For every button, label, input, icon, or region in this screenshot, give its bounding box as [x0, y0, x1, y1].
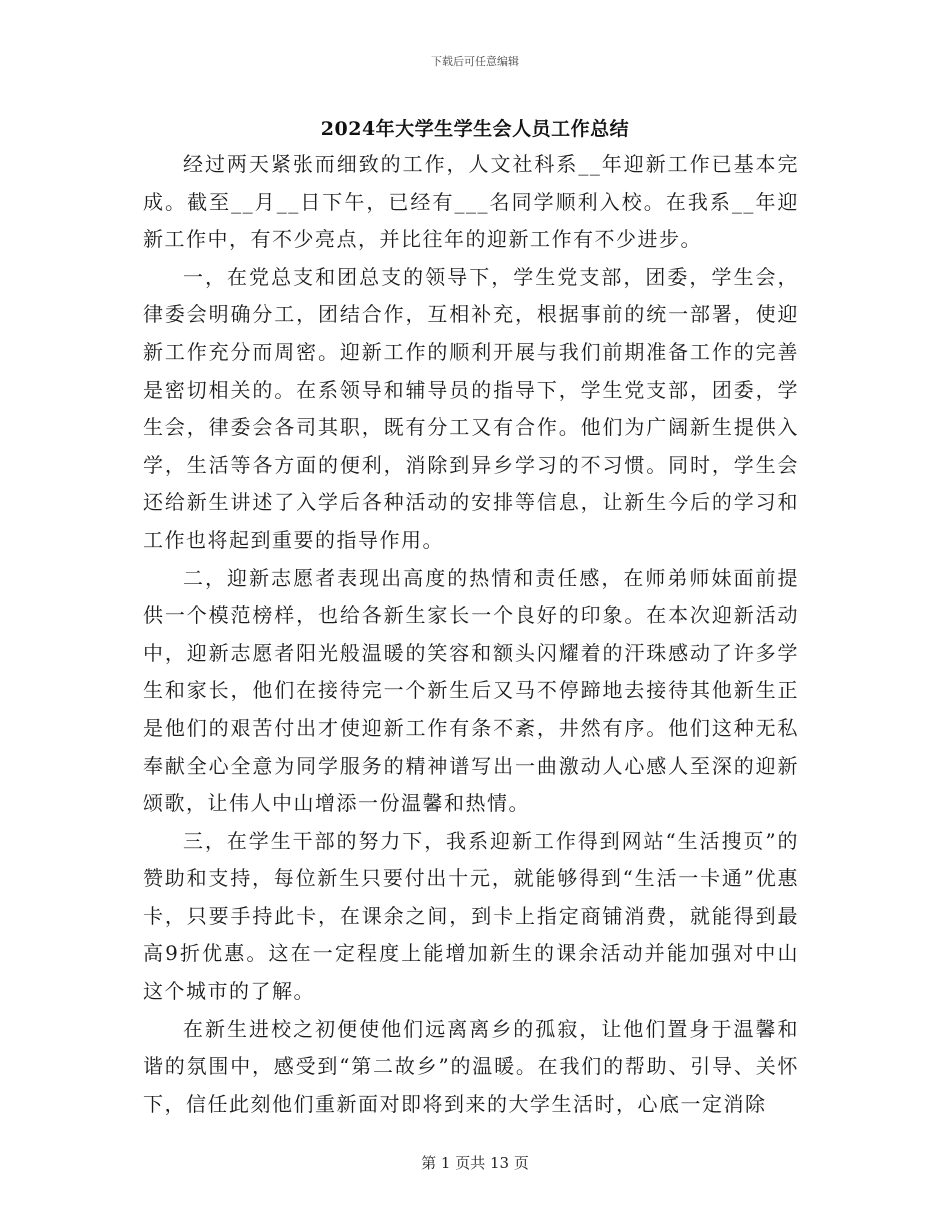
- document-title: 2024年大学生学生会人员工作总结: [320, 118, 630, 140]
- paragraph-closing: 在新生进校之初便使他们远离离乡的孤寂，让他们置身于温馨和谐的氛围中，感受到“第二故乡”的温暖。在我们的帮助、引导、关怀下，信任此刻他们重新面对即将到来的大学生活时，心底一定消除: [143, 1016, 799, 1116]
- paragraph-point-two: 二，迎新志愿者表现出高度的热情和责任感，在师弟师妹面前提供一个模范榜样，也给各新生家长一个良好的印象。在本次迎新活动中，迎新志愿者阳光般温暖的笑容和额头闪耀着的汗珠感动了许多学生和家长，他们在接待完一个新生后又马不停蹄地去接待其他新生正是他们的艰苦付出才使迎新工作有条不紊，井然有序。他们这种无私奉献全心全意为同学服务的精神谱写出一曲激动人心感人至深的迎新颂歌，让伟人中山增添一份温馨和热情。: [143, 565, 799, 816]
- paragraph-point-three: 三，在学生干部的努力下，我系迎新工作得到网站“生活搜页”的赞助和支持，每位新生只要付出十元，就能够得到“生活一卡通”优惠卡，只要手持此卡，在课余之间，到卡上指定商铺消费，就能得到最高9折优惠。这在一定程度上能增加新生的课余活动并能加强对中山这个城市的了解。: [143, 828, 799, 1004]
- paragraph-point-one: 一，在党总支和团总支的领导下，学生党支部，团委，学生会，律委会明确分工，团结合作，互相补充，根据事前的统一部署，使迎新工作充分而周密。迎新工作的顺利开展与我们前期准备工作的完善是密切相关的。在系领导和辅导员的指导下，学生党支部，团委，学生会，律委会各司其职，既有分工又有合作。他们为广阔新生提供入学，生活等各方面的便利，消除到异乡学习的不习惯。同时，学生会还给新生讲述了入学后各种活动的安排等信息，让新生今后的学习和工作也将起到重要的指导作用。: [143, 264, 799, 552]
- page-number: 第 1 页共 13 页: [421, 1154, 529, 1172]
- paragraph-intro: 经过两天紧张而细致的工作，人文社科系__年迎新工作已基本完成。截至__月__日下午，已经有___名同学顺利入校。在我系__年迎新工作中，有不少亮点，并比往年的迎新工作有不少进步。: [143, 152, 799, 252]
- document-body: [143, 146, 799, 1123]
- page-header-note: 下载后可任意编辑: [431, 55, 519, 68]
